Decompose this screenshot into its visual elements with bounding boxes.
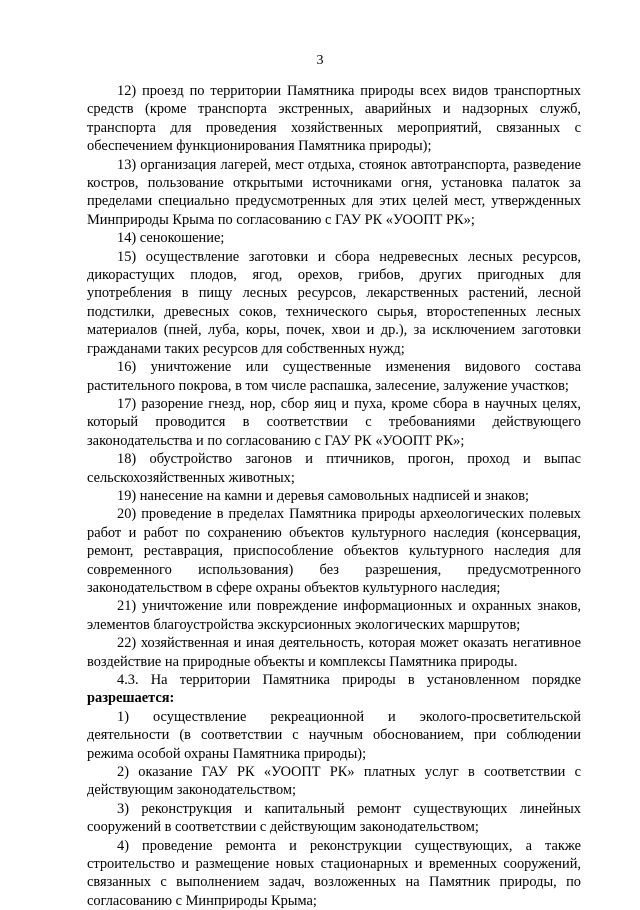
allowed-item-2: 2) оказание ГАУ РК «УООПТ РК» платных услуг в соответствии с действующим законодательством; [87, 764, 581, 799]
allowed-item-3: 3) реконструкция и капитальный ремонт существующих линейных сооружений в соответствии с действующим законодательством; [87, 800, 581, 836]
document-body [87, 82, 581, 910]
prohibition-item-22: 22) хозяйственная и иная деятельность, которая может оказать негативное воздействие на природные объекты и комплексы Памятника природы. [87, 635, 581, 670]
prohibition-item-16: 16) уничтожение или существенные изменения видового состава растительного покрова, в том числе распашка, залесение, залужение участков; [87, 359, 581, 394]
page-number: 3 [316, 53, 324, 68]
prohibition-item-12: 12) проезд по территории Памятника природы всех видов транспортных средств (кроме транспорта экстренных, аварийных и надзорных служб, транспорта для проведения хозяйственных мероприятий, связанных с обеспечением функционирования Памятника природы); [87, 83, 581, 155]
prohibition-item-19: 19) нанесение на камни и деревья самовольных надписей и знаков; [117, 487, 530, 504]
prohibition-item-14: 14) сенокошение; [117, 230, 225, 247]
allowed-item-1: 1) осуществление рекреационной и эколого-просветительской деятельности (в соответствии с научным обоснованием, при соблюдении режима особой охраны Памятника природы); [87, 708, 581, 762]
prohibition-item-20: 20) проведение в пределах Памятника природы археологических полевых работ и работ по сохранению объектов культурного наследия (консервация, ремонт, реставрация, приспособление объектов культурного наследия для современного использования) без разрешения, предусмотренного законодательством в сфере охраны объектов культурного наследия; [87, 506, 581, 596]
prohibition-item-13: 13) организация лагерей, мест отдыха, стоянок автотранспорта, разведение костров, пользование открытыми источниками огня, установка палаток за пределами специально предусмотренных для этих целей мест, утвержденных Минприроды Крыма по согласованию с ГАУ РК «УООПТ РК»; [87, 156, 581, 228]
prohibition-item-21: 21) уничтожение или повреждение информационных и охранных знаков, элементов благоустройства экскурсионных экологических маршрутов; [87, 598, 581, 633]
section-4-3-bold-word: разрешается: [87, 690, 175, 707]
section-4-3-heading [87, 671, 581, 708]
section-4-3-intro: 4.3. На территории Памятника природы в установленном порядке [117, 672, 581, 688]
prohibition-item-17: 17) разорение гнезд, нор, сбор яиц и пуха, кроме сбора в научных целях, который проводится в соответствии с требованиями действующего законодательства и по согласованию с ГАУ РК «УООПТ РК»; [87, 395, 581, 449]
prohibition-item-15: 15) осуществление заготовки и сбора недревесных лесных ресурсов, дикорастущих плодов, ягод, орехов, грибов, других пригодных для употребления в пищу лесных ресурсов, лекарственных растений, лесной подстилки, древесных соков, технического сырья, второстепенных лесных материалов (пней, луба, коры, почек, хвои и др.), за исключением заготовки гражданами таких ресурсов для собственных нужд; [87, 248, 581, 357]
prohibition-item-18: 18) обустройство загонов и птичников, прогон, проход и выпас сельскохозяйственных животных; [87, 451, 581, 486]
allowed-item-4: 4) проведение ремонта и реконструкции существующих, а также строительство и размещение новых стационарных и временных сооружений, связанных с выполнением задач, возложенных на Памятник природы, по согласованию с Минприроды Крыма; [87, 837, 581, 909]
